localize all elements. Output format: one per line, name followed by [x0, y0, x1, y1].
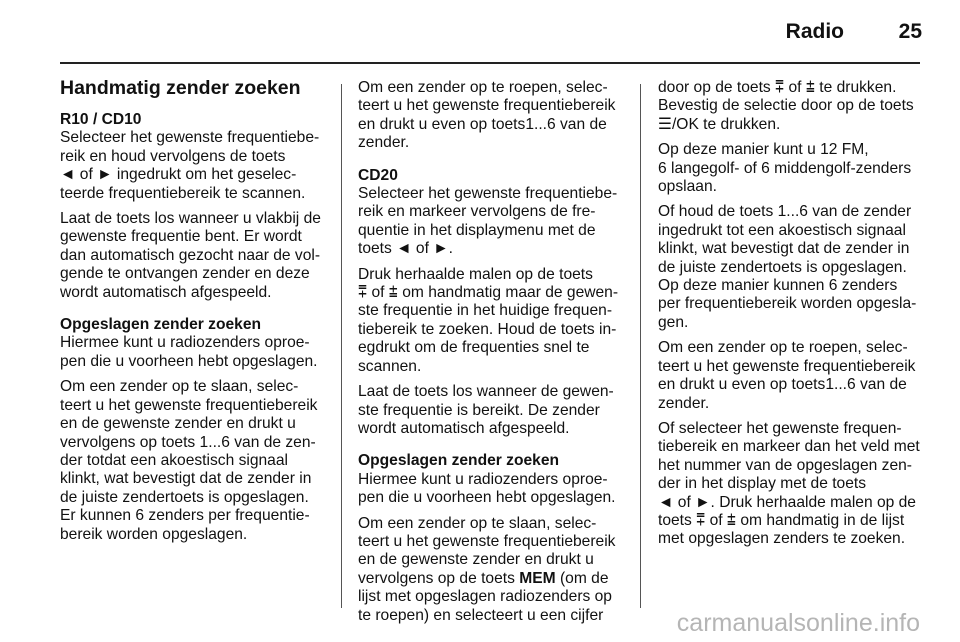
paragraph: door op de toets ⩱ of ⩲ te drukken. Bevestig de selectie door op de toets ☰/OK te drukken. — [658, 79, 914, 133]
column-1 — [60, 111, 330, 544]
page-title: Handmatig zender zoeken — [60, 77, 301, 99]
paragraph: Om een zender op te slaan, selec- teert u het gewenste frequentiebereik en de gewenste zender en drukt u vervolgens op de toets MEM (om de lijst met opgeslagen radiozenders op te roepen) en selecteert u een cijfer — [358, 514, 616, 624]
subheading-saved-stations: Opgeslagen zender zoeken — [60, 316, 262, 334]
paragraph: Hiermee kunt u radiozenders oproe- pen die u voorheen hebt opgeslagen. — [358, 470, 616, 507]
paragraph: Om een zender op te slaan, selec- teert u het gewenste frequentiebereik en de gewenste zender en drukt u vervolgens op toets 1...6 van de zen- der totdat een akoestisch signaal klinkt, wat bevestigt dat de zender in de juiste zendertoets is opgeslagen. Er kunnen 6 zenders per frequentie- bereik worden opgeslagen. — [60, 378, 318, 543]
watermark-footer: carmanualsonline.info — [676, 609, 920, 637]
mem-key-label: MEM — [519, 569, 556, 587]
paragraph: Selecteer het gewenste frequentiebe- reik en markeer vervolgens de fre- quentie in het displaymenu met de toets ◄ of ►. — [358, 185, 618, 258]
paragraph: Druk herhaalde malen op de toets ⩱ of ⩲ om handmatig maar de gewen- ste frequentie in het huidige frequen- tiebereik te zoeken. Houd de toets in- egdrukt om de frequenties snel te scannen. — [358, 265, 619, 375]
column-divider — [341, 84, 342, 608]
subheading-cd20: CD20 — [358, 166, 398, 184]
paragraph: Op deze manier kunt u 12 FM, 6 langegolf- of 6 middengolf-zenders opslaan. — [658, 141, 912, 196]
page-number: 25 — [898, 20, 922, 43]
paragraph: Of selecteer het gewenste frequen- tiebereik en markeer dan het veld met het nummer van de opgeslagen zen- der in het display met de toets ◄ of ►. Druk herhaalde malen op de toets ⩱ of ⩲ om handmatig in de lijst met opgeslagen zenders te zoeken. — [658, 419, 920, 548]
paragraph: Of houd de toets 1...6 van de zender ingedrukt tot een akoestisch signaal klinkt, wat bevestigt dat de zender in de juiste zendertoets is opgeslagen. Op deze manier kunnen 6 zenders per frequentiebereik worden opgesla- gen. — [658, 203, 917, 331]
column-2 — [358, 79, 630, 625]
subheading-r10: R10 / CD10 — [60, 111, 142, 128]
paragraph: Hiermee kunt u radiozenders oproe- pen die u voorheen hebt opgeslagen. — [60, 334, 318, 370]
column-3 — [658, 79, 923, 549]
paragraph: Laat de toets los wanneer u vlakbij de gewenste frequentie bent. Er wordt dan automatisch gezocht naar de vol- gende te ontvangen zender en deze wordt automatisch afgespeeld. — [60, 210, 321, 301]
header-rule — [60, 62, 920, 64]
paragraph: Laat de toets los wanneer de gewen- ste frequentie is bereikt. De zender wordt automatisch afgespeeld. — [358, 383, 614, 437]
page-header — [0, 0, 960, 62]
section-title: Radio — [785, 20, 844, 43]
paragraph: Selecteer het gewenste frequentiebe- reik en houd vervolgens de toets ◄ of ► ingedrukt om het geselec- teerde frequentiebereik te scannen. — [60, 129, 320, 202]
subheading-saved-stations: Opgeslagen zender zoeken — [358, 452, 560, 470]
paragraph: Om een zender op te roepen, selec- teert u het gewenste frequentiebereik en drukt u even op toets1...6 van de zender. — [658, 339, 916, 412]
paragraph: Om een zender op te roepen, selec- teert u het gewenste frequentiebereik en drukt u even op toets1...6 van de zender. — [358, 79, 616, 152]
column-divider — [640, 84, 641, 608]
